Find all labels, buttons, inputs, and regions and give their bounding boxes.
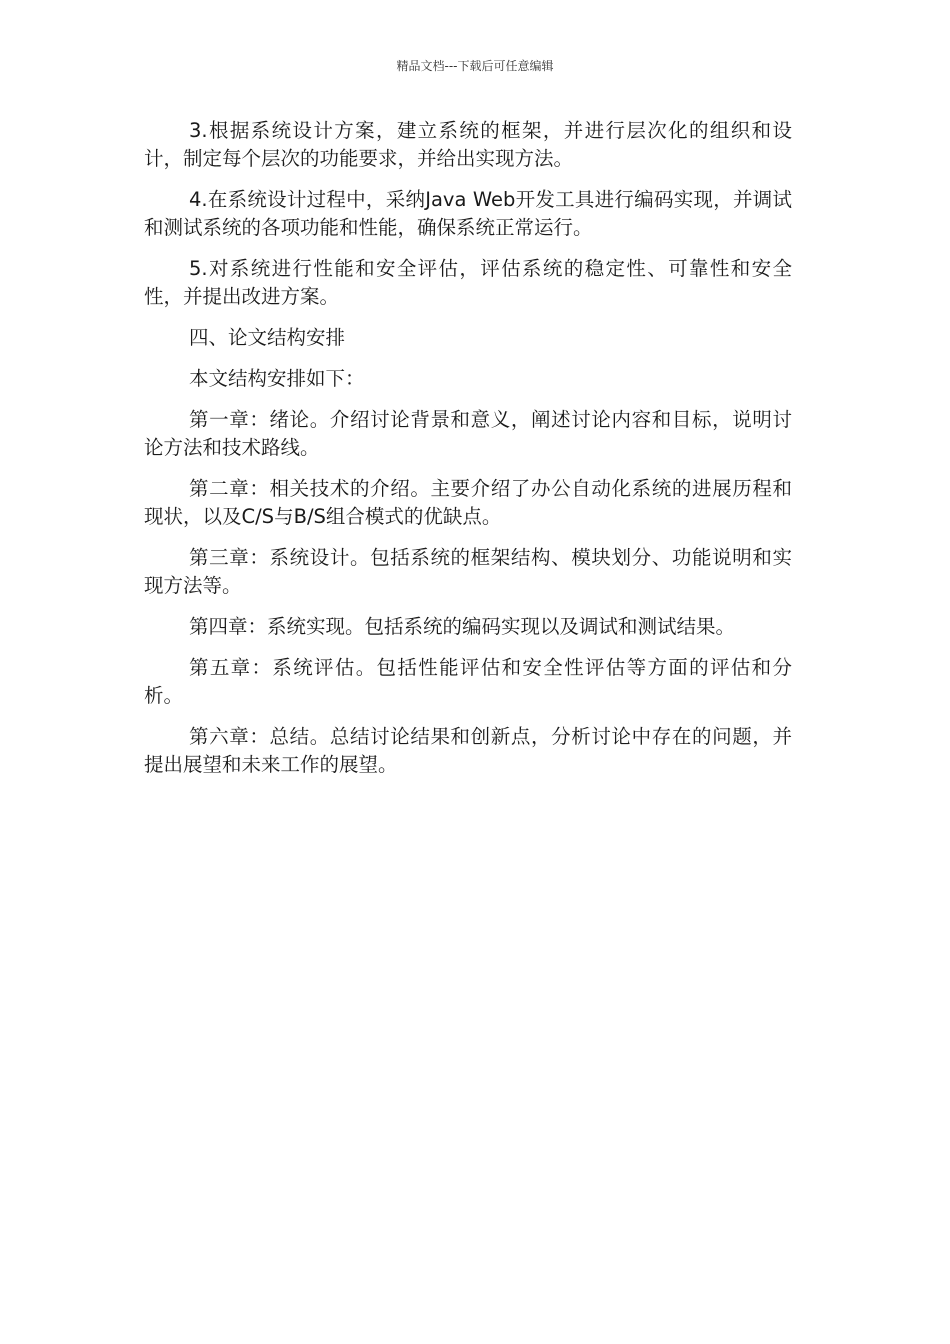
paragraph-chapter-2: 第二章：相关技术的介绍。主要介绍了办公自动化系统的进展历程和现状，以及C/S与B/S组合模式的优缺点。 xyxy=(144,477,792,528)
paragraph-chapter-4: 第四章：系统实现。包括系统的编码实现以及调试和测试结果。 xyxy=(189,615,736,638)
paragraph-chapter-3: 第三章：系统设计。包括系统的框架结构、模块划分、功能说明和实现方法等。 xyxy=(144,546,792,597)
paragraph-step-3: 3.根据系统设计方案，建立系统的框架，并进行层次化的组织和设计，制定每个层次的功能要求，并给出实现方法。 xyxy=(144,119,792,170)
paragraph-structure-intro: 本文结构安排如下： xyxy=(189,367,365,390)
paragraph-chapter-5: 第五章：系统评估。包括性能评估和安全性评估等方面的评估和分析。 xyxy=(144,656,792,707)
document-body xyxy=(144,117,792,792)
paragraph-step-4: 4.在系统设计过程中，采纳Java Web开发工具进行编码实现，并调试和测试系统的各项功能和性能，确保系统正常运行。 xyxy=(144,188,792,239)
paragraph-chapter-1: 第一章：绪论。介绍讨论背景和意义，阐述讨论内容和目标，说明讨论方法和技术路线。 xyxy=(144,408,792,459)
section-heading: 四、论文结构安排 xyxy=(189,326,346,349)
page-header: 精品文档---下载后可任意编辑 xyxy=(396,59,554,73)
paragraph-step-5: 5.对系统进行性能和安全评估，评估系统的稳定性、可靠性和安全性，并提出改进方案。 xyxy=(144,257,792,308)
paragraph-chapter-6: 第六章：总结。总结讨论结果和创新点，分析讨论中存在的问题，并提出展望和未来工作的展望。 xyxy=(144,725,792,776)
